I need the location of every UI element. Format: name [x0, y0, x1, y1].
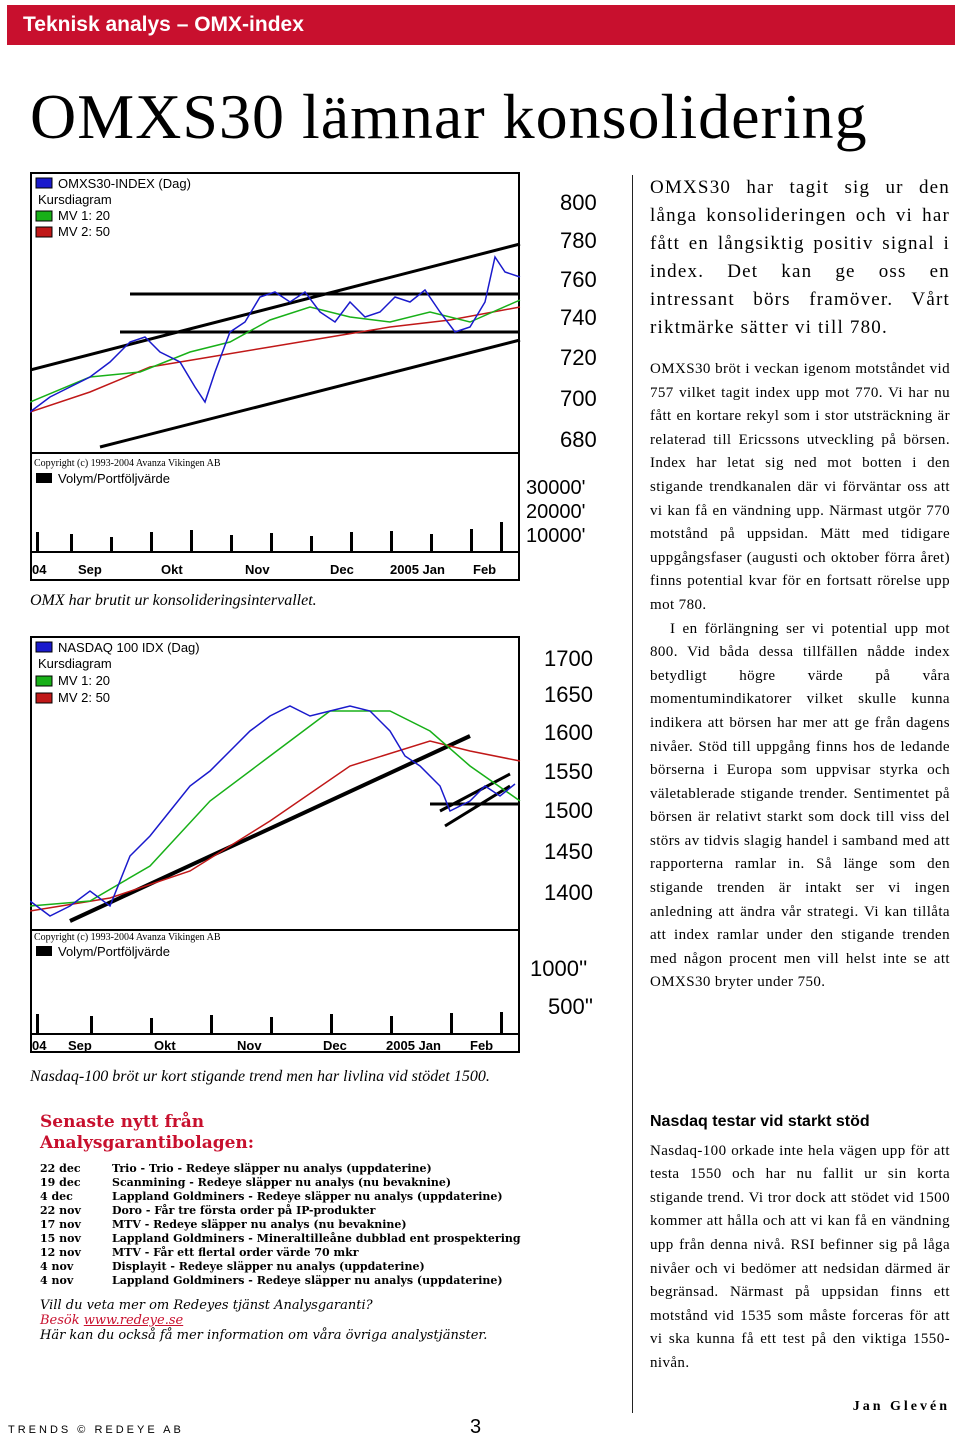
svg-text:04: 04	[32, 562, 47, 577]
column-divider	[632, 175, 633, 1413]
list-item: 15 nov Lappland Goldminers - Mineraltilleåne dubblad ent prospektering	[40, 1232, 521, 1245]
price-axis	[544, 646, 593, 905]
list-item: 19 dec Scanmining - Redeye släpper nu analys (nu bevaknine)	[40, 1176, 452, 1189]
omx-chart	[30, 172, 610, 584]
svg-text:1550: 1550	[544, 759, 593, 784]
vol-tick-30000: 30000'	[526, 477, 586, 499]
chart-title: OMXS30-INDEX (Dag)	[58, 176, 191, 191]
list-item: 4 dec Lappland Goldminers - Redeye släpper nu analys (uppdaterine)	[40, 1190, 503, 1203]
tick-680: 680	[560, 427, 597, 452]
nasdaq-chart-svg	[30, 636, 610, 1056]
list-item: 22 nov Doro - Får tre första order på IP-produkter	[40, 1204, 376, 1217]
svg-text:Feb: Feb	[470, 1038, 494, 1053]
article-paragraph-2: I en förlängning ser vi potential upp mot 800. Vid båda dessa tillfällen nådde index betydligt högre värde på våra momentumindikatorer vilket skulle kunna indikera att börsen har mer att ge från dagens nivåer. Stöd till uppgång finns hos de ledande börserna i Europa som uppvisar styrka och väletablerade stigande trender. Sentimentet på börsen är relativt starkt som dock till viss del störs av tidvis slagig handel i samband med att rapporterna ramlar in. Så länge som den stigande trenden är intakt ser vi ingen anledning att ändra vår strategi. Vi kan tillåta att index ramlar under den stigande trenden med någon procent men vill helst inte se att OMXS30 bryter under 750.	[650, 620, 950, 991]
svg-text:1450: 1450	[544, 839, 593, 864]
news-list	[40, 1162, 521, 1288]
visit-line	[40, 1313, 600, 1328]
omx-chart-svg	[30, 172, 610, 584]
svg-text:1400: 1400	[544, 880, 593, 905]
svg-text:1600: 1600	[544, 720, 593, 745]
news-title: Senaste nytt från	[40, 1112, 205, 1132]
article-paragraph-3: Nasdaq-100 orkade inte hela vägen upp för att testa 1550 och har nu fallit ur sin korta stigande trend. Vi tror dock att stödet vid 1500 kommer att hålla och att vi kan få en vändning upp från denna nivå. RSI befinner sig på låga nivåer och vi bedömer att nedsidan därmed är begränsad. Närmast på uppsidan finns ett motstånd vid 1535 som måste forceras för att vi ska kunna få ett test på den viktiga 1550-nivån.	[650, 1142, 950, 1371]
tick-760: 760	[560, 267, 597, 292]
list-item: 17 nov MTV - Redeye släpper nu analys (nu bevaknine)	[40, 1218, 407, 1231]
nasdaq-chart	[30, 636, 610, 1056]
list-item: 4 nov Lappland Goldminers - Redeye släpper nu analys (uppdaterine)	[40, 1274, 503, 1287]
volume-label: Volym/Portföljvärde	[58, 471, 170, 486]
chart-title: NASDAQ 100 IDX (Dag)	[58, 640, 200, 655]
page-number: 3	[470, 1416, 482, 1438]
svg-text:1700: 1700	[544, 646, 593, 671]
month-axis	[32, 562, 496, 577]
article-paragraph-1: OMXS30 bröt i veckan igenom motståndet vid 757 vilket tagit index upp mot 770. Vi har nu fått en kortare rekyl som i stor utsträckning är relaterad till Ericssons utveckling på börsen. Index har letat sig ned mot botten i den stigande trendkanalen där vi förväntar oss att vi kan få en vändning upp. Närmast utgör 770 motstånd på uppsidan. Mätt med tidigare uppgångsfaser (augusti och oktober förra året) finns potential kvar för en fortsatt rörelse upp mot 780.	[650, 361, 950, 613]
article-column	[650, 174, 950, 995]
legend-kurs: Kursdiagram	[38, 192, 112, 207]
headline: OMXS30 lämnar konsolidering	[30, 81, 868, 152]
svg-text:Sep: Sep	[78, 562, 102, 577]
svg-text:Dec: Dec	[323, 1038, 347, 1053]
legend-mv2: MV 2: 50	[58, 690, 111, 705]
volume-axis	[526, 477, 585, 547]
legend-mv1: MV 1: 20	[58, 208, 111, 223]
list-item: 12 nov MTV - Får ett flertal order värde 70 mkr	[40, 1246, 359, 1259]
news-more: Här kan du också få mer information om våra övriga analystjänster.	[40, 1328, 488, 1343]
copyright: Copyright (c) 1993-2004 Avanza Vikingen AB	[34, 458, 221, 469]
svg-text:Okt: Okt	[161, 562, 183, 577]
nasdaq-chart-caption: Nasdaq-100 bröt ur kort stigande trend men har livlina vid stödet 1500.	[30, 1068, 490, 1085]
byline: Jan Glevén	[852, 1399, 950, 1414]
news-title-2: Analysgarantibolagen:	[40, 1133, 255, 1153]
nasdaq-subhead: Nasdaq testar vid starkt stöd	[650, 1113, 870, 1130]
news-question: Vill du veta mer om Redeyes tjänst Analysgaranti?	[40, 1298, 373, 1313]
legend-mv1: MV 1: 20	[58, 673, 111, 688]
visit-label: Besök	[40, 1313, 84, 1328]
tick-720: 720	[560, 345, 597, 370]
legend-mv2: MV 2: 50	[58, 224, 111, 239]
svg-text:Sep: Sep	[68, 1038, 92, 1053]
list-item: 4 nov Displayit - Redeye släpper nu analys (uppdaterine)	[40, 1260, 425, 1273]
redeye-link[interactable]: www.redeye.se	[83, 1313, 184, 1328]
omx-chart-caption: OMX har brutit ur konsolideringsintervallet.	[30, 592, 317, 609]
svg-text:1000'': 1000''	[530, 956, 588, 981]
price-axis	[560, 190, 597, 452]
tick-740: 740	[560, 305, 597, 330]
svg-text:Feb: Feb	[473, 562, 497, 577]
news-box	[40, 1112, 600, 1343]
vol-tick-20000: 20000'	[526, 501, 586, 523]
footer-brand: TRENDS © REDEYE AB	[8, 1424, 184, 1436]
volume-axis	[530, 956, 593, 1019]
vol-tick-10000: 10000'	[526, 525, 586, 547]
svg-text:2005 Jan: 2005 Jan	[390, 562, 445, 577]
nasdaq-section	[650, 1110, 950, 1376]
article-lede: OMXS30 har tagit sig ur den långa konsolideringen och vi har fått en långsiktig positiv signal i index. Det kan ge oss en intressant börs framöver. Vårt riktmärke sätter vi till 780.	[650, 177, 950, 338]
section-header-bar	[7, 5, 955, 45]
svg-text:04: 04	[32, 1038, 47, 1053]
copyright: Copyright (c) 1993-2004 Avanza Vikingen AB	[34, 932, 221, 943]
svg-text:Okt: Okt	[154, 1038, 176, 1053]
svg-text:2005 Jan: 2005 Jan	[386, 1038, 441, 1053]
svg-text:500'': 500''	[548, 994, 594, 1019]
tick-800: 800	[560, 190, 597, 215]
svg-text:1500: 1500	[544, 798, 593, 823]
section-title: Teknisk analys – OMX-index	[23, 13, 304, 36]
svg-text:Dec: Dec	[330, 562, 354, 577]
tick-700: 700	[560, 386, 597, 411]
svg-text:1650: 1650	[544, 682, 593, 707]
svg-text:Nov: Nov	[245, 562, 270, 577]
legend-kurs: Kursdiagram	[38, 656, 112, 671]
volume-label: Volym/Portföljvärde	[58, 944, 170, 959]
tick-780: 780	[560, 228, 597, 253]
svg-text:Nov: Nov	[237, 1038, 262, 1053]
list-item: 22 dec Trio - Trio - Redeye släpper nu analys (uppdaterine)	[40, 1162, 432, 1175]
